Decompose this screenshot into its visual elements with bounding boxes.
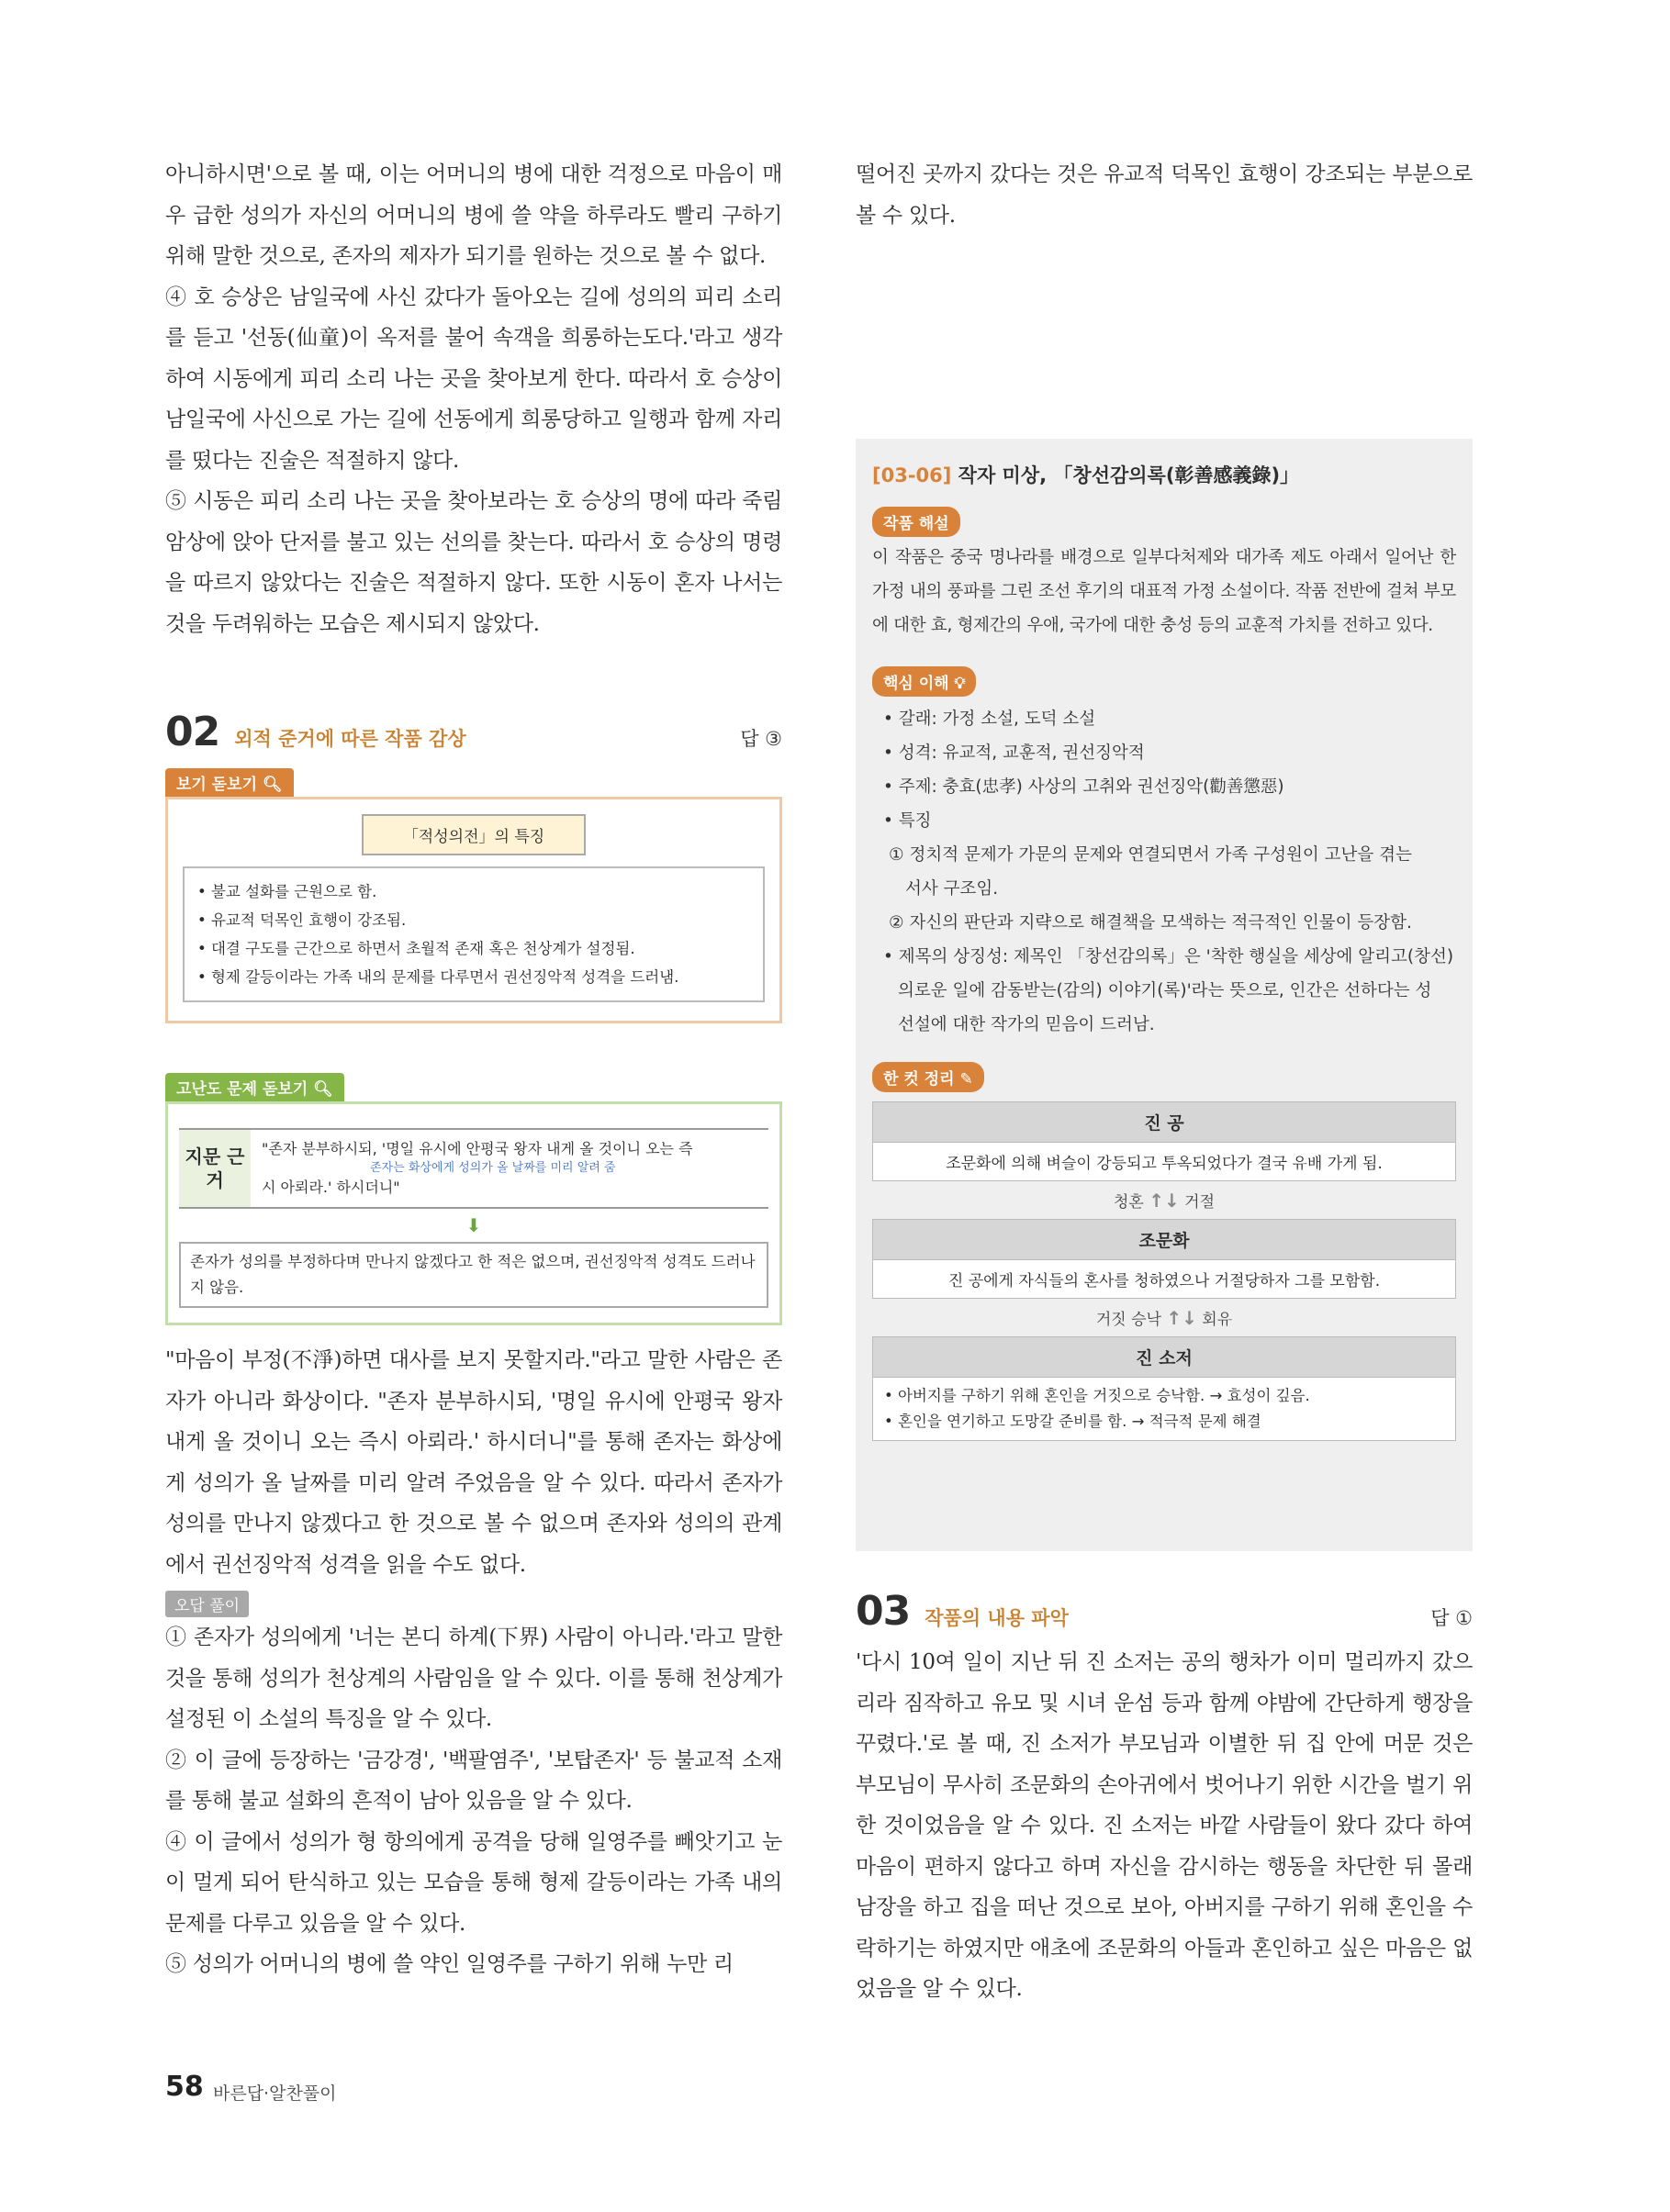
- paragraph: ⑤ 성의가 어머니의 병에 쓸 약인 일영주를 구하기 위해 누만 리: [165, 1952, 734, 1976]
- list-item: 선설에 대한 작가의 믿음이 드러남.: [898, 1015, 1155, 1034]
- list-item: 서사 구조임.: [905, 879, 999, 899]
- paragraph: ④ 이 글에서 성의가 형 항의에게 공격을 당해 일영주를 빼앗기고 눈이 멀게 되어 탄식하고 있는 모습을 통해 형제 갈등이라는 가족 내의 문제를 다루고 있음을 알 수 있다.: [165, 1829, 782, 1936]
- evidence-text: [251, 1130, 768, 1207]
- core-tag-label: 핵심 이해: [883, 675, 949, 693]
- flow-head: 진 소저: [872, 1336, 1456, 1378]
- list-item: • 형제 갈등이라는 가족 내의 문제를 다루면서 권선징악적 성격을 드러냄.: [197, 968, 679, 986]
- section-03-header: [856, 1588, 1473, 1635]
- evidence-label: 지문 근거: [179, 1130, 251, 1207]
- list-item: 의로운 일에 감동받는(감의) 이야기(록)'라는 뜻으로, 인간은 선하다는 성: [898, 981, 1432, 1000]
- paragraph: '다시 10여 일이 지난 뒤 진 소저는 공의 행차가 이미 멀리까지 갔으리라 짐작하고 유모 및 시녀 운섬 등과 함께 야밤에 간단하게 행장을 꾸렸다.'로 볼 때, 진 소저가 부모님과 이별한 뒤 집 안에 머문 것은 부모님이 무사히 조문화의 손아귀에서 벗어나기 위한 시간을 벌기 위한 것이었음을 알 수 있다. 진 소저는 바깥 사람들이 왔다 갔다 하여 마음이 편하지 않다고 하며 자신을 감시하는 행동을 차단한 뒤 몰래 남장을 하고 집을 떠난 것으로 보아, 아버지를 구하기 위해 혼인을 수락하기는 하였지만 애초에 조문화의 아들과 혼인하고 싶은 마음은 없었음을 알 수 있다.: [856, 1650, 1473, 2001]
- lightbulb-icon: 💡︎: [954, 675, 966, 693]
- page-label: 바른답·알찬풀이: [213, 2084, 337, 2104]
- paragraph: 아니하시면'으로 볼 때, 이는 어머니의 병에 대한 걱정으로 마음이 매우 급한 성의가 자신의 어머니의 병에 쓸 약을 하루라도 빨리 구하기 위해 말한 것으로, 존자의 제자가 되기를 원하는 것으로 볼 수 없다.: [165, 162, 782, 268]
- list-item: • 혼인을 연기하고 도망갈 준비를 함. → 적극적 문제 해결: [884, 1413, 1261, 1430]
- list-item: ① 정치적 문제가 가문의 문제와 연결되면서 가족 구성원이 고난을 겪는: [889, 845, 1412, 865]
- flow-arrow-label: 거짓 승낙: [1095, 1311, 1161, 1329]
- arrow-up-icon: ↑: [1166, 1307, 1182, 1329]
- summary-flow: [872, 1101, 1456, 1441]
- list-item: • 제목의 상징성: 제목인 「창선감의록」은 '착한 행실을 세상에 알리고(창선): [883, 947, 1454, 966]
- hint-box: [165, 797, 782, 1023]
- flow-head: 진 공: [872, 1101, 1456, 1143]
- hint-tag-label: 보기 돋보기: [176, 776, 258, 794]
- list-item: • 불교 설화를 근원으로 함.: [197, 883, 377, 900]
- evidence-line: "존자 분부하시되, '명일 유시에 안평국 왕자 내게 올 것이니 오는 즉: [262, 1140, 693, 1157]
- list-item: • 주제: 충효(忠孝) 사상의 고취와 권선징악(勸善懲惡): [883, 777, 1284, 797]
- evidence-note: 존자는 화상에게 성의가 올 날짜를 미리 알려 줌: [370, 1161, 616, 1175]
- summary-tag: [872, 1062, 984, 1092]
- list-item: • 성격: 유교적, 교훈적, 권선징악적: [883, 743, 1145, 763]
- flow-body-list: [872, 1378, 1456, 1441]
- magnifier-icon: 🔍︎: [262, 776, 283, 794]
- wrong-answer-tag: 오답 풀이: [165, 1591, 249, 1617]
- paragraph: ⑤ 시동은 피리 소리 나는 곳을 찾아보라는 호 승상의 명에 따라 죽림 암상에 앉아 단저를 불고 있는 선의를 찾는다. 따라서 호 승상의 명령을 따르지 않았다는 진술은 적절하지 않다. 또한 시동이 혼자 나서는 것을 두려워하는 모습은 제시되지 않았다.: [165, 489, 782, 636]
- arrow-down-icon: ⬇: [465, 1214, 482, 1236]
- magnifier-icon: 🔍︎: [313, 1080, 333, 1099]
- section-title: 작품의 내용 파악: [925, 1607, 1069, 1629]
- work-info-panel: [856, 439, 1473, 1551]
- core-tag: [872, 666, 976, 697]
- hint-list: [183, 866, 765, 1002]
- flow-arrow-label: 청혼: [1113, 1193, 1144, 1212]
- section-title: 외적 준거에 따른 작품 감상: [234, 728, 466, 750]
- flow-body: 조문화에 의해 벼슬이 강등되고 투옥되었다가 결국 유배 가게 됨.: [872, 1143, 1456, 1181]
- arrow-up-icon: ↑: [1149, 1190, 1164, 1212]
- core-list: [872, 702, 1456, 1042]
- answer-label: 답 ①: [1430, 1607, 1473, 1629]
- list-item: • 특징: [883, 811, 932, 831]
- answer-label: 답 ③: [740, 728, 782, 750]
- list-item: • 대결 구도를 근간으로 하면서 초월적 존재 혹은 천상계가 설정됨.: [197, 940, 635, 957]
- flow-arrow: [872, 1299, 1456, 1336]
- right-column-top: [856, 154, 1473, 236]
- panel-code: [03-06]: [872, 464, 952, 486]
- list-item: • 유교적 덕목인 효행이 강조됨.: [197, 911, 407, 929]
- paragraph: 떨어진 곳까지 갔다는 것은 유교적 덕목인 효행이 강조되는 부분으로 볼 수 있다.: [856, 162, 1473, 228]
- flow-arrow-label: 회유: [1202, 1311, 1233, 1329]
- summary-tag-label: 한 컷 정리: [883, 1070, 955, 1089]
- section-number: 02: [165, 709, 220, 755]
- paragraph: ④ 호 승상은 남일국에 사신 갔다가 돌아오는 길에 성의의 피리 소리를 듣고 '선동(仙童)이 옥저를 불어 속객을 희롱하는도다.'라고 생각하여 시동에게 피리 소리 나는 곳을 찾아보게 한다. 따라서 호 승상이 남일국에 사신으로 가는 길에 선동에게 희롱당하고 일행과 함께 자리를 떴다는 진술은 적절하지 않다.: [165, 285, 782, 473]
- list-item: • 아버지를 구하기 위해 혼인을 거짓으로 승낙함. → 효성이 깊음.: [884, 1387, 1310, 1404]
- explain-tag: 작품 해설: [872, 507, 960, 537]
- section-number: 03: [856, 1588, 911, 1635]
- paragraph: "마음이 부정(不淨)하면 대사를 보지 못할지라."라고 말한 사람은 존자가 아니라 화상이다. "존자 분부하시되, '명일 유시에 안평국 왕자 내게 올 것이니 오는 즉시 아뢰라.' 하시더니"를 통해 존자는 화상에게 성의가 올 날짜를 미리 알려 주었음을 알 수 있다. 따라서 존자가 성의를 만나지 않겠다고 한 것으로 볼 수 없으며 존자와 성의의 관계에서 권선징악적 성격을 읽을 수도 없다.: [165, 1348, 782, 1577]
- hard-problem-tag: [165, 1073, 344, 1101]
- arrow-down-icon: ↓: [1182, 1307, 1197, 1329]
- section-03: [856, 1588, 1473, 2010]
- hint-title: 「적성의전」의 특징: [362, 814, 586, 855]
- panel-title: [872, 461, 1456, 488]
- evidence-row: [179, 1128, 768, 1209]
- hard-tag-label: 고난도 문제 돋보기: [176, 1080, 308, 1099]
- flow-body: 진 공에게 자식들의 혼사를 청하였으나 거절당하자 그를 모함함.: [872, 1260, 1456, 1299]
- paragraph: ① 존자가 성의에게 '너는 본디 하계(下界) 사람이 아니라.'라고 말한 것을 통해 성의가 천상계의 사람임을 알 수 있다. 이를 통해 천상계가 설정된 이 소설의 특징을 알 수 있다.: [165, 1625, 782, 1731]
- paragraph: ② 이 글에 등장하는 '금강경', '백팔염주', '보탑존자' 등 불교적 소재를 통해 불교 설화의 흔적이 남아 있음을 알 수 있다.: [165, 1748, 782, 1813]
- hint-tag: [165, 768, 294, 797]
- list-item: • 갈래: 가정 소설, 도덕 소설: [883, 709, 1096, 729]
- flow-arrow: [872, 1181, 1456, 1219]
- evidence-result: 존자가 성의를 부정하다며 만나지 않겠다고 한 적은 없으며, 권선징악적 성격도 드러나지 않음.: [179, 1242, 768, 1308]
- left-column: [165, 154, 782, 1985]
- list-item: ② 자신의 판단과 지략으로 해결책을 모색하는 적극적인 인물이 등장함.: [889, 913, 1412, 933]
- panel-title-text: 작자 미상, 「창선감의록(彰善感義錄)」: [958, 464, 1300, 486]
- arrow-down-icon: ↓: [1164, 1190, 1180, 1212]
- hard-problem-box: [165, 1101, 782, 1325]
- note-icon: ✎: [959, 1070, 973, 1089]
- flow-arrow-label: 거절: [1184, 1193, 1216, 1212]
- section-02-header: [165, 709, 782, 755]
- flow-head: 조문화: [872, 1219, 1456, 1260]
- explain-text: 이 작품은 중국 명나라를 배경으로 일부다처제와 대가족 제도 아래서 일어난 한 가정 내의 풍파를 그린 조선 후기의 대표적 가정 소설이다. 작품 전반에 걸쳐 부모에 대한 효, 형제간의 우애, 국가에 대한 충성 등의 교훈적 가치를 전하고 있다.: [872, 548, 1456, 635]
- page-number: 58: [165, 2071, 204, 2103]
- evidence-line: 시 아뢰라.' 하시더니": [262, 1179, 400, 1196]
